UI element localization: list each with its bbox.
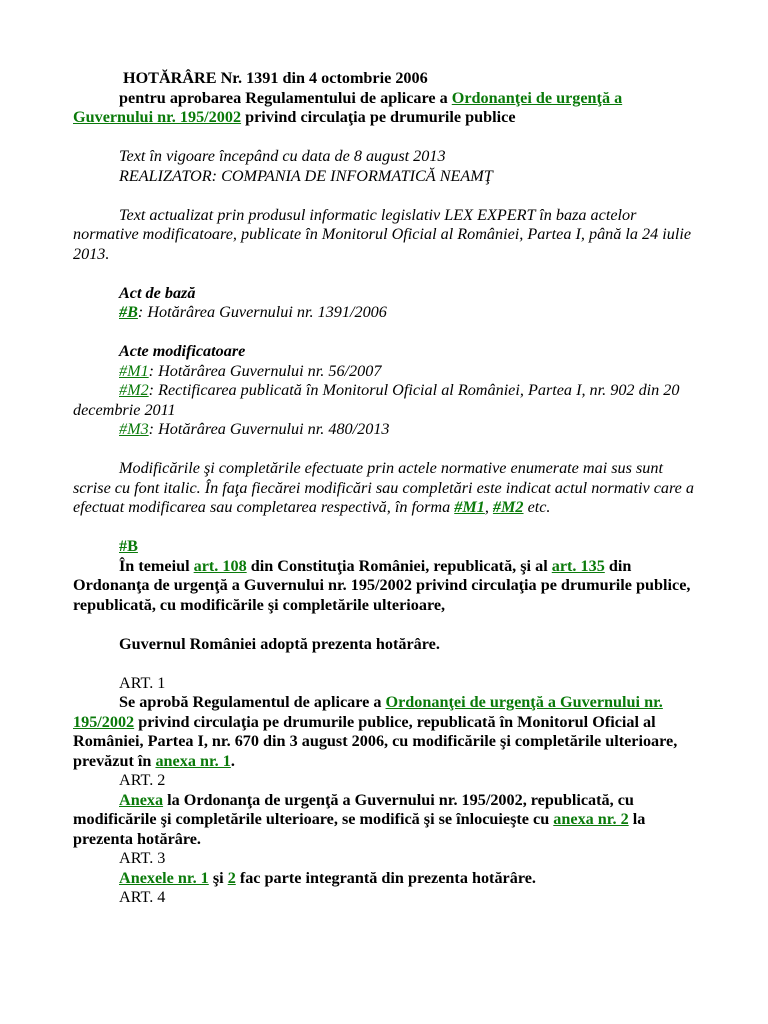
update-note: Text actualizat prin produsul informatic legislativ LEX EXPERT în baza actelor normative modificatoare, publicate în Monitorul Oficial al României, Partea I, până la 24 iulie 2013. — [73, 205, 692, 263]
link-anexa[interactable]: Anexa — [119, 790, 164, 809]
modifications-note: Modificările şi completările efectuate prin actele normative enumerate mai sus sunt scrise cu font italic. În faţa fiecărei modificări sau completări este indicat actul normativ care a efectuat modificarea sau completarea respectivă, în forma #M1, #M2 etc. — [73, 459, 695, 516]
tag-link-m2-example[interactable]: #M2 — [492, 498, 524, 516]
base-act-heading: Act de bază — [119, 283, 196, 302]
article-2-text: Anexa la Ordonanţa de urgenţă a Guvernului nr. 195/2002, republicată, cu modificările şi completările ulterioare, se modifică şi se înlocuieşte cu anexa nr. 2 la prezenta hotărâre. — [73, 790, 646, 848]
document-body — [73, 69, 703, 908]
link-anexele-1[interactable]: Anexele nr. 1 — [119, 868, 209, 887]
tag-link-b[interactable]: #B — [119, 303, 138, 321]
tag-link-m2[interactable]: #M2 — [119, 381, 149, 399]
in-force-date: Text în vigoare începând cu data de 8 august 2013 — [119, 147, 446, 165]
amending-act-item: #M2: Rectificarea publicată în Monitorul Oficial al României, Partea I, nr. 902 din 20 decembrie 2011 — [73, 381, 680, 419]
tag-link-m1[interactable]: #M1 — [119, 361, 149, 380]
article-1-label: ART. 1 — [119, 673, 166, 692]
link-oug-195-2002-art1[interactable]: Ordonanţei de urgenţă a Guvernului nr. 195/2002 — [73, 693, 663, 731]
article-4-label: ART. 4 — [119, 888, 166, 906]
amending-act-item: #M1: Hotărârea Guvernului nr. 56/2007 — [119, 361, 382, 380]
article-2-label: ART. 2 — [119, 771, 166, 789]
link-anexa-2-short[interactable]: 2 — [227, 868, 236, 887]
producer-line: REALIZATOR: COMPANIA DE INFORMATICĂ NEAMŢ — [119, 166, 493, 185]
base-act-item: #B: Hotărârea Guvernului nr. 1391/2006 — [119, 303, 387, 321]
preamble: În temeiul art. 108 din Constituţia României, republicată, şi al art. 135 din Ordonanţa de urgenţă a Guvernului nr. 195/2002 privind circulaţia pe drumurile publice, republicată, cu modificările şi completările ulterioare, — [73, 556, 691, 614]
link-art-108[interactable]: art. 108 — [193, 556, 247, 575]
document-subtitle: pentru aprobarea Regulamentului de aplicare a Ordonanţei de urgenţă a Guvernului nr. 195/2002 privind circulaţia pe drumurile publice — [73, 88, 623, 126]
article-1-text: Se aprobă Regulamentul de aplicare a Ordonanţei de urgenţă a Guvernului nr. 195/2002 privind circulaţia pe drumurile publice, republicată în Monitorul Oficial al României, Partea I, nr. 670 din 3 august 2006, cu modificările şi completările ulterioare, prevăzut în anexa nr. 1. — [73, 693, 678, 770]
adoption-statement: Guvernul României adoptă prezenta hotărâre. — [119, 634, 440, 653]
amending-act-item: #M3: Hotărârea Guvernului nr. 480/2013 — [119, 420, 390, 438]
article-3-label: ART. 3 — [119, 849, 166, 867]
link-art-135[interactable]: art. 135 — [551, 556, 605, 575]
tag-link-m3[interactable]: #M3 — [119, 420, 149, 438]
amending-acts-heading: Acte modificatoare — [119, 342, 246, 360]
article-3-text: Anexele nr. 1 şi 2 fac parte integrantă din prezenta hotărâre. — [119, 868, 536, 887]
link-anexa-2[interactable]: anexa nr. 2 — [553, 810, 629, 828]
tag-link-m1-example[interactable]: #M1 — [454, 498, 485, 516]
link-anexa-1[interactable]: anexa nr. 1 — [155, 751, 231, 770]
link-oug-195-2002[interactable]: Ordonanţei de urgenţă a Guvernului nr. 195/2002 — [73, 88, 623, 126]
document-title: HOTĂRÂRE Nr. 1391 din 4 octombrie 2006 — [123, 69, 428, 87]
tag-link-b-body[interactable]: #B — [119, 537, 138, 555]
body-tag — [73, 537, 703, 557]
